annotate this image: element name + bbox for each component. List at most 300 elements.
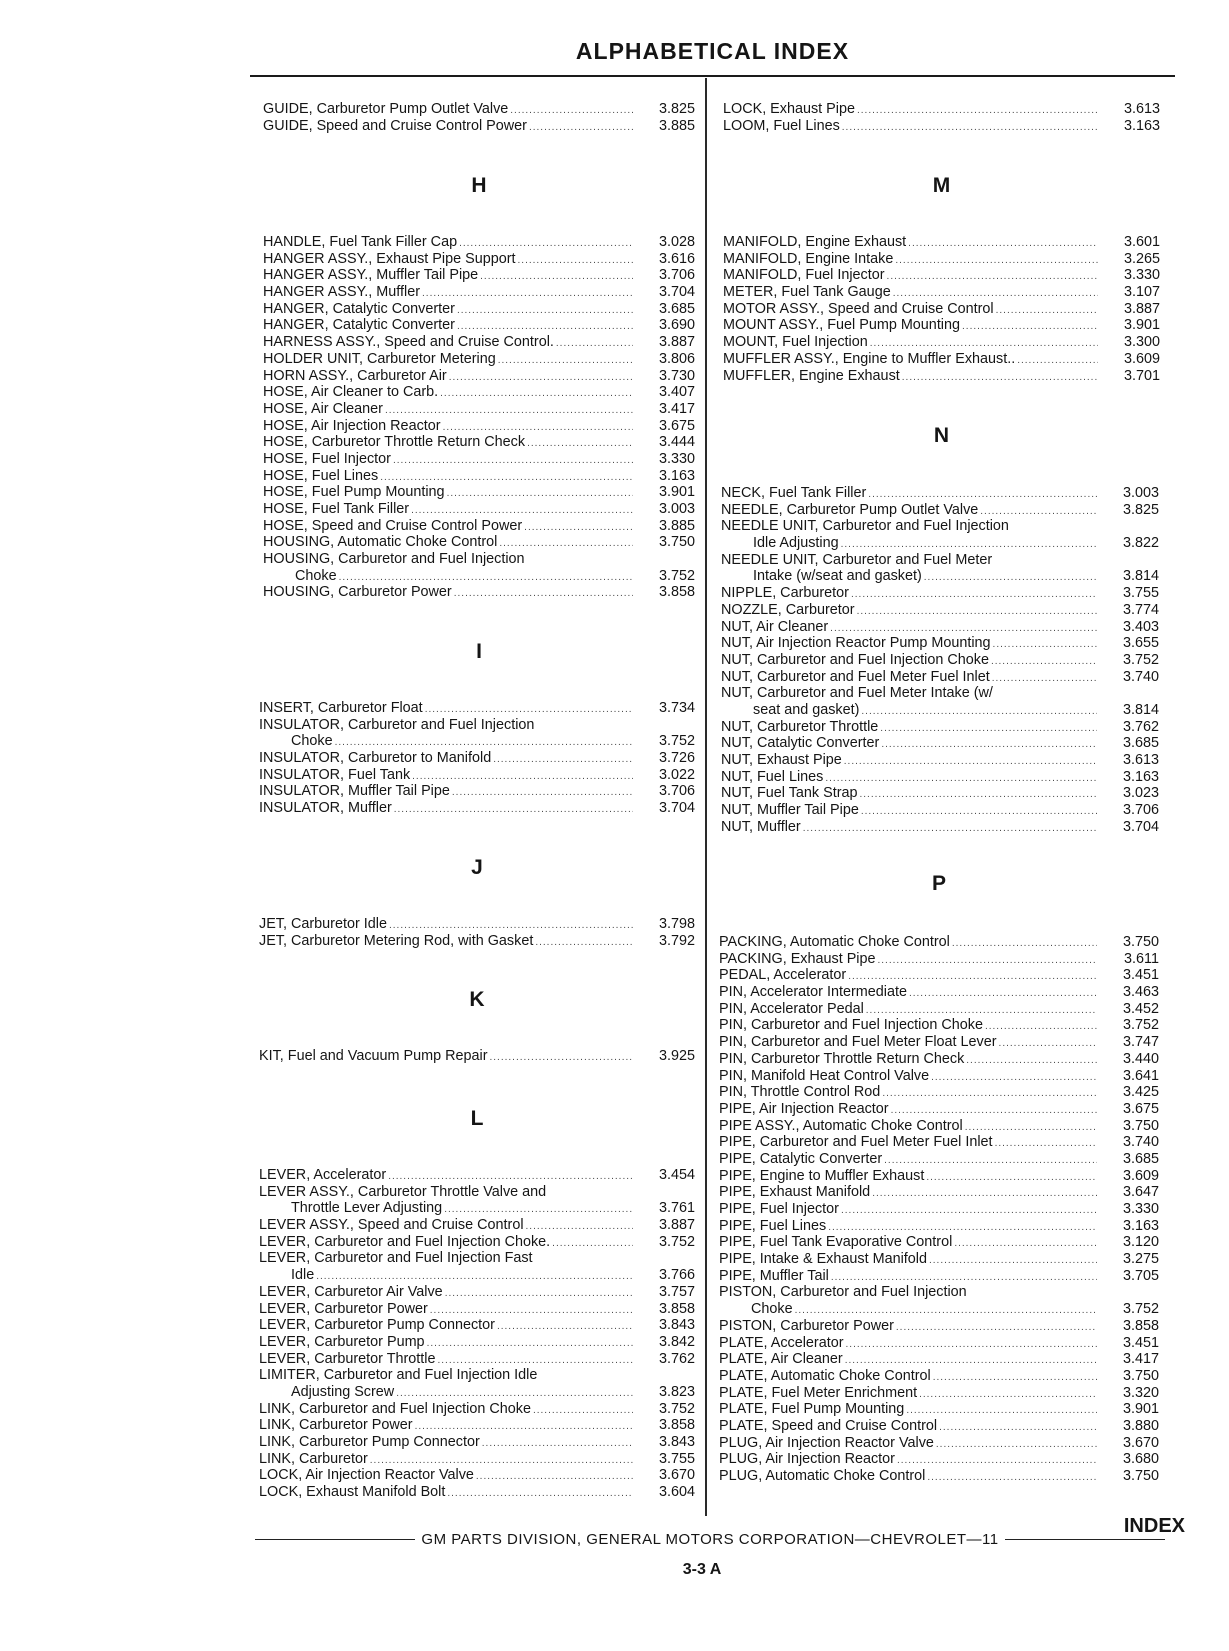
index-entry <box>263 418 695 435</box>
section-heading-h: H <box>471 174 487 197</box>
entry-line-with-ref <box>719 1134 1159 1151</box>
entry-text: NEEDLE UNIT, Carburetor and Fuel Meter <box>721 551 993 568</box>
entry-text: PIN, Carburetor Throttle Return Check <box>719 1050 965 1067</box>
entry-text: seat and gasket) <box>753 701 860 718</box>
entry-line-with-ref <box>723 317 1160 334</box>
entry-ref: 3.747 <box>1122 1034 1159 1051</box>
index-entry <box>719 1001 1159 1018</box>
entry-line-with-ref <box>719 1001 1159 1018</box>
entry-line-with-ref <box>259 1217 695 1234</box>
index-entry <box>259 1217 695 1234</box>
entry-ref: 3.704 <box>658 800 695 817</box>
entry-text: PLATE, Accelerator <box>719 1334 844 1351</box>
index-entry <box>263 384 695 401</box>
entry-line-with-ref <box>719 1168 1159 1185</box>
index-entry <box>263 317 695 334</box>
entry-text: HOSE, Air Cleaner <box>263 400 383 417</box>
entry-line-with-ref <box>263 101 695 118</box>
entry-line-with-ref <box>259 1484 695 1501</box>
index-entry <box>259 1467 695 1484</box>
index-entry <box>259 800 695 817</box>
entry-line-with-ref <box>721 785 1159 802</box>
index-entry <box>719 1435 1159 1452</box>
entry-line-with-ref <box>723 301 1160 318</box>
entry-text: Throttle Lever Adjusting <box>291 1200 443 1217</box>
entry-ref: 3.417 <box>658 400 695 417</box>
entry-ref: 3.704 <box>1122 818 1159 835</box>
dot-leader <box>844 754 1097 771</box>
entry-ref: 3.774 <box>1122 601 1159 618</box>
entry-ref: 3.454 <box>658 1167 695 1183</box>
entry-text: Choke <box>295 567 337 584</box>
index-entry <box>719 1218 1159 1235</box>
entry-ref: 3.885 <box>658 517 695 534</box>
dot-leader <box>452 785 633 802</box>
index-entry <box>719 1118 1159 1135</box>
entry-line-with-ref <box>723 267 1160 284</box>
entry-text: NUT, Carburetor and Fuel Injection Choke <box>721 651 989 668</box>
entry-text: HOSE, Fuel Tank Filler <box>263 501 410 517</box>
entry-ref: 3.750 <box>1122 1468 1159 1484</box>
entry-text: HOSE, Carburetor Throttle Return Check <box>263 434 526 451</box>
entry-ref: 3.740 <box>1122 668 1159 685</box>
entry-line-with-ref <box>263 584 695 601</box>
entry-text: LINK, Carburetor <box>259 1450 368 1467</box>
dot-leader <box>394 802 633 819</box>
group-j <box>259 916 695 949</box>
entry-ref: 3.752 <box>658 567 695 584</box>
entry-text: HOUSING, Carburetor Power <box>263 584 452 601</box>
entry-line-with-ref <box>723 101 1160 118</box>
entry-ref: 3.675 <box>1122 1100 1159 1117</box>
entry-line-with-ref <box>719 1251 1159 1268</box>
index-entry <box>263 534 695 551</box>
column-divider <box>705 78 707 1516</box>
entry-text: LEVER, Carburetor Throttle <box>259 1350 436 1367</box>
index-entry <box>721 602 1159 619</box>
entry-line-with-ref <box>719 1068 1159 1085</box>
dot-leader <box>992 671 1097 688</box>
index-entry <box>263 518 695 535</box>
index-entry <box>259 1334 695 1351</box>
section-heading-m: M <box>932 174 951 197</box>
entry-ref: 3.825 <box>1122 501 1159 518</box>
index-entry <box>259 933 695 950</box>
entry-text: PIPE ASSY., Automatic Choke Control <box>719 1117 963 1134</box>
index-entry <box>723 118 1160 135</box>
index-entry <box>721 502 1159 519</box>
entry-line-with-ref <box>723 351 1160 368</box>
entry-ref: 3.823 <box>658 1383 695 1400</box>
entry-line-with-ref <box>723 334 1160 351</box>
group-l <box>259 1167 695 1501</box>
entry-ref: 3.734 <box>658 700 695 716</box>
entry-ref: 3.885 <box>658 117 695 134</box>
entry-ref: 3.265 <box>1123 250 1160 267</box>
entry-line-with-ref <box>259 1434 695 1451</box>
entry-text: PLUG, Air Injection Reactor Valve <box>719 1434 934 1451</box>
dot-leader <box>926 1170 1097 1187</box>
entry-ref: 3.901 <box>658 484 695 501</box>
entry-ref: 3.704 <box>658 284 695 301</box>
dot-leader <box>490 1050 634 1067</box>
dot-leader <box>954 1236 1097 1253</box>
index-entry <box>719 1234 1159 1251</box>
index-entry <box>721 769 1159 786</box>
entry-text: LEVER, Carburetor and Fuel Injection Fast <box>259 1250 533 1267</box>
entry-line-with-ref <box>719 1318 1159 1335</box>
index-entry <box>263 368 695 385</box>
dot-leader <box>933 1370 1097 1387</box>
entry-text: PACKING, Exhaust Pipe <box>719 950 876 967</box>
entry-text: NUT, Carburetor and Fuel Meter Intake (w/ <box>721 685 993 702</box>
entry-line-with-ref <box>719 1435 1159 1452</box>
entry-text: LINK, Carburetor Power <box>259 1417 413 1434</box>
entry-ref: 3.444 <box>658 434 695 451</box>
entry-line-with-ref <box>259 933 695 950</box>
entry-line-with-ref <box>719 1034 1159 1051</box>
section-heading-p: P <box>931 872 946 895</box>
index-entry <box>719 1451 1159 1468</box>
entry-ref: 3.822 <box>1122 535 1159 552</box>
index-entry <box>719 1335 1159 1352</box>
entry-line-with-ref <box>259 1317 695 1334</box>
dot-leader <box>927 1470 1097 1487</box>
entry-ref: 3.120 <box>1122 1234 1159 1251</box>
entry-text: LOOM, Fuel Lines <box>723 117 840 134</box>
index-entry <box>719 1184 1159 1201</box>
index-entry <box>723 334 1160 351</box>
index-entry <box>259 1167 695 1184</box>
index-entry <box>723 267 1160 284</box>
entry-line-with-ref <box>723 118 1160 135</box>
index-entry <box>721 819 1159 836</box>
entry-ref: 3.757 <box>658 1283 695 1300</box>
dot-leader <box>902 370 1098 387</box>
entry-text: JET, Carburetor Idle <box>259 916 387 932</box>
entry-line-with-ref <box>259 1267 695 1284</box>
entry-text: NUT, Exhaust Pipe <box>721 752 842 768</box>
entry-line-with-ref <box>723 284 1160 301</box>
entry-text: HOUSING, Automatic Choke Control <box>263 534 498 551</box>
dot-leader <box>1017 353 1098 370</box>
entry-ref: 3.452 <box>1122 1000 1159 1017</box>
dot-leader <box>995 1136 1097 1153</box>
entry-line-with-ref <box>259 783 695 800</box>
index-entry <box>719 1418 1159 1435</box>
entry-ref: 3.107 <box>1123 284 1160 301</box>
entry-line-with-ref <box>259 916 695 933</box>
entry-text: PIN, Accelerator Intermediate <box>719 984 907 1001</box>
entry-text: MANIFOLD, Engine Exhaust <box>723 234 907 250</box>
dot-leader <box>991 654 1097 671</box>
entry-ref: 3.613 <box>1122 752 1159 768</box>
dot-leader <box>952 936 1097 953</box>
group-n <box>721 485 1159 835</box>
entry-line-with-ref <box>263 118 695 135</box>
entry-ref: 3.842 <box>658 1333 695 1350</box>
entry-text: HOSE, Air Injection Reactor <box>263 417 441 434</box>
index-entry <box>259 1250 695 1283</box>
dot-leader <box>482 1436 633 1453</box>
section-heading-n: N <box>933 424 950 447</box>
entry-text: NUT, Muffler Tail Pipe <box>721 802 859 819</box>
dot-leader <box>851 587 1097 604</box>
entry-text: LEVER, Carburetor and Fuel Injection Choke. <box>259 1233 551 1250</box>
entry-ref: 3.003 <box>658 501 695 517</box>
entry-text: INSERT, Carburetor Float <box>259 700 423 716</box>
index-entry <box>259 1434 695 1451</box>
dot-leader <box>931 1070 1097 1087</box>
dot-leader <box>996 303 1098 320</box>
index-entry <box>721 669 1159 686</box>
index-entry <box>723 251 1160 268</box>
index-entry <box>259 1484 695 1501</box>
index-entry <box>259 750 695 767</box>
entry-line <box>721 518 1159 535</box>
section-heading-l: L <box>470 1107 484 1130</box>
entry-line-with-ref <box>259 733 695 750</box>
index-entry <box>723 234 1160 251</box>
entry-text: NUT, Catalytic Converter <box>721 735 880 752</box>
entry-text: PACKING, Automatic Choke Control <box>719 934 950 950</box>
entry-line-with-ref <box>259 767 695 784</box>
dot-leader <box>518 253 633 270</box>
entry-text: Idle <box>291 1267 315 1284</box>
index-entry <box>723 317 1160 334</box>
index-entry <box>263 234 695 251</box>
entry-line-with-ref <box>719 1418 1159 1435</box>
entry-ref: 3.761 <box>658 1200 695 1217</box>
entry-text: NECK, Fuel Tank Filler <box>721 485 867 501</box>
entry-line-with-ref <box>263 251 695 268</box>
entry-text: HANGER ASSY., Muffler <box>263 284 421 301</box>
entry-ref: 3.647 <box>1122 1184 1159 1201</box>
dot-leader <box>825 771 1097 788</box>
entry-line-with-ref <box>263 534 695 551</box>
entry-text: PIPE, Carburetor and Fuel Meter Fuel Inlet <box>719 1134 993 1151</box>
entry-text: MOTOR ASSY., Speed and Cruise Control <box>723 300 994 317</box>
index-entry <box>719 1068 1159 1085</box>
dot-leader <box>454 586 633 603</box>
dot-leader <box>882 1086 1097 1103</box>
entry-text: HANDLE, Fuel Tank Filler Cap <box>263 234 458 250</box>
index-entry <box>721 735 1159 752</box>
entry-line-with-ref <box>721 619 1159 636</box>
entry-ref: 3.762 <box>1122 718 1159 735</box>
entry-line-with-ref <box>259 1334 695 1351</box>
entry-line-with-ref <box>721 585 1159 602</box>
entry-ref: 3.163 <box>1123 117 1160 134</box>
entry-ref: 3.901 <box>1122 1401 1159 1418</box>
entry-ref: 3.814 <box>1122 568 1159 585</box>
entry-text: PIN, Manifold Heat Control Valve <box>719 1067 930 1084</box>
entry-ref: 3.003 <box>1122 485 1159 501</box>
dot-leader <box>497 1319 633 1336</box>
entry-text: HOSE, Air Cleaner to Carb. <box>263 384 439 401</box>
entry-line-with-ref <box>721 702 1159 719</box>
entry-text: LOCK, Exhaust Manifold Bolt <box>259 1484 446 1501</box>
entry-text: LEVER, Carburetor Pump Connector <box>259 1317 495 1334</box>
entry-ref: 3.825 <box>658 101 695 117</box>
entry-ref: 3.163 <box>658 467 695 484</box>
dot-leader <box>936 1437 1097 1454</box>
entry-line-with-ref <box>719 1335 1159 1352</box>
entry-line-with-ref <box>719 1084 1159 1101</box>
entry-text: HANGER, Catalytic Converter <box>263 317 455 334</box>
entry-text: Choke <box>751 1301 793 1318</box>
section-heading-k: K <box>469 988 485 1011</box>
index-entry <box>719 984 1159 1001</box>
footer-rule-right <box>1005 1539 1165 1540</box>
entry-line-with-ref <box>263 351 695 368</box>
entry-ref: 3.843 <box>658 1434 695 1450</box>
entry-ref: 3.706 <box>658 783 695 800</box>
entry-text: INSULATOR, Carburetor to Manifold <box>259 750 492 767</box>
dot-leader <box>924 570 1097 587</box>
index-entry <box>719 1284 1159 1317</box>
index-entry <box>719 1134 1159 1151</box>
entry-line <box>259 1367 695 1384</box>
entry-ref: 3.750 <box>1122 1367 1159 1384</box>
entry-line-with-ref <box>723 368 1160 385</box>
entry-text: NOZZLE, Carburetor <box>721 601 855 618</box>
index-entry <box>719 951 1159 968</box>
entry-ref: 3.320 <box>1122 1384 1159 1401</box>
entry-ref: 3.925 <box>658 1048 695 1064</box>
entry-text: MOUNT ASSY., Fuel Pump Mounting <box>723 317 961 334</box>
entry-ref: 3.706 <box>658 267 695 284</box>
index-entry <box>721 485 1159 502</box>
index-entry <box>263 118 695 135</box>
dot-leader <box>527 436 633 453</box>
dot-leader <box>476 1469 633 1486</box>
index-entry <box>259 1184 695 1217</box>
entry-line-with-ref <box>719 1118 1159 1135</box>
entry-ref: 3.330 <box>1122 1201 1159 1217</box>
index-entry <box>259 1284 695 1301</box>
entry-ref: 3.023 <box>1122 785 1159 802</box>
dot-leader <box>457 303 633 320</box>
dot-leader <box>909 986 1097 1003</box>
index-entry <box>723 301 1160 318</box>
entry-line-with-ref <box>263 568 695 585</box>
index-entry <box>721 619 1159 636</box>
entry-ref: 3.670 <box>658 1467 695 1484</box>
entry-line-with-ref <box>721 752 1159 769</box>
entry-line-with-ref <box>263 434 695 451</box>
dot-leader <box>878 953 1098 970</box>
footer-text: GM PARTS DIVISION, GENERAL MOTORS CORPORATION—CHEVROLET—11 <box>421 1531 999 1548</box>
dot-leader <box>872 1186 1097 1203</box>
entry-ref: 3.887 <box>658 334 695 351</box>
entry-line-with-ref <box>723 251 1160 268</box>
entry-ref: 3.806 <box>658 350 695 367</box>
entry-ref: 3.766 <box>658 1267 695 1284</box>
group-g <box>263 101 695 134</box>
index-entry <box>263 484 695 501</box>
entry-text: LEVER, Carburetor Pump <box>259 1333 425 1350</box>
index-entry <box>719 1017 1159 1034</box>
entry-ref: 3.750 <box>658 534 695 551</box>
entry-ref: 3.463 <box>1122 984 1159 1001</box>
dot-leader <box>529 120 633 137</box>
dot-leader <box>393 453 633 470</box>
dot-leader <box>480 269 633 286</box>
entry-ref: 3.880 <box>1122 1417 1159 1434</box>
entry-ref: 3.163 <box>1122 1217 1159 1234</box>
dot-leader <box>857 604 1097 621</box>
entry-line-with-ref <box>259 1401 695 1418</box>
dot-leader <box>895 253 1098 270</box>
dot-leader <box>842 120 1098 137</box>
entry-ref: 3.685 <box>1122 1150 1159 1167</box>
index-entry <box>721 785 1159 802</box>
index-entry <box>263 434 695 451</box>
entry-line-with-ref <box>721 769 1159 786</box>
entry-text: PIPE, Muffler Tail <box>719 1267 829 1284</box>
entry-text: PIPE, Engine to Muffler Exhaust <box>719 1167 925 1184</box>
dot-leader <box>887 269 1098 286</box>
entry-text: PIPE, Fuel Lines <box>719 1217 827 1234</box>
entry-text: MANIFOLD, Engine Intake <box>723 250 894 267</box>
entry-text: HOSE, Speed and Cruise Control Power <box>263 517 523 534</box>
entry-text: HOSE, Fuel Lines <box>263 467 379 484</box>
entry-ref: 3.300 <box>1123 334 1160 351</box>
group-h <box>263 234 695 601</box>
dot-leader <box>447 486 633 503</box>
index-entry <box>721 719 1159 736</box>
index-entry <box>719 1385 1159 1402</box>
entry-ref: 3.609 <box>1123 350 1160 367</box>
entry-line-with-ref <box>263 484 695 501</box>
entry-ref: 3.740 <box>1122 1134 1159 1151</box>
entry-line-with-ref <box>263 384 695 401</box>
entry-line-with-ref <box>719 1385 1159 1402</box>
entry-text: LEVER ASSY., Speed and Cruise Control <box>259 1217 524 1234</box>
entry-line-with-ref <box>721 652 1159 669</box>
index-entry <box>259 767 695 784</box>
entry-line-with-ref <box>719 1218 1159 1235</box>
index-entry <box>263 468 695 485</box>
index-entry <box>719 967 1159 984</box>
dot-leader <box>861 704 1097 721</box>
entry-ref: 3.675 <box>658 417 695 434</box>
entry-text: HORN ASSY., Carburetor Air <box>263 367 447 384</box>
index-entry <box>719 1368 1159 1385</box>
entry-ref: 3.750 <box>1122 934 1159 950</box>
entry-ref: 3.762 <box>658 1350 695 1367</box>
entry-line-with-ref <box>721 669 1159 686</box>
entry-line-with-ref <box>259 800 695 817</box>
entry-text: INSULATOR, Muffler <box>259 800 392 817</box>
entry-ref: 3.752 <box>658 1233 695 1250</box>
index-entry <box>263 551 695 584</box>
entry-text: PISTON, Carburetor and Fuel Injection <box>719 1284 967 1301</box>
entry-text: HOSE, Fuel Pump Mounting <box>263 484 445 501</box>
entry-text: PEDAL, Accelerator <box>719 967 847 984</box>
entry-text: HANGER ASSY., Muffler Tail Pipe <box>263 267 479 284</box>
title-rule <box>250 75 1175 77</box>
entry-line-with-ref <box>263 284 695 301</box>
index-entry <box>719 1084 1159 1101</box>
entry-text: NUT, Fuel Tank Strap <box>721 785 858 802</box>
entry-ref: 3.425 <box>1122 1084 1159 1101</box>
entry-line-with-ref <box>721 819 1159 836</box>
dot-leader <box>857 103 1098 120</box>
entry-line-with-ref <box>263 401 695 418</box>
entry-line-with-ref <box>263 267 695 284</box>
